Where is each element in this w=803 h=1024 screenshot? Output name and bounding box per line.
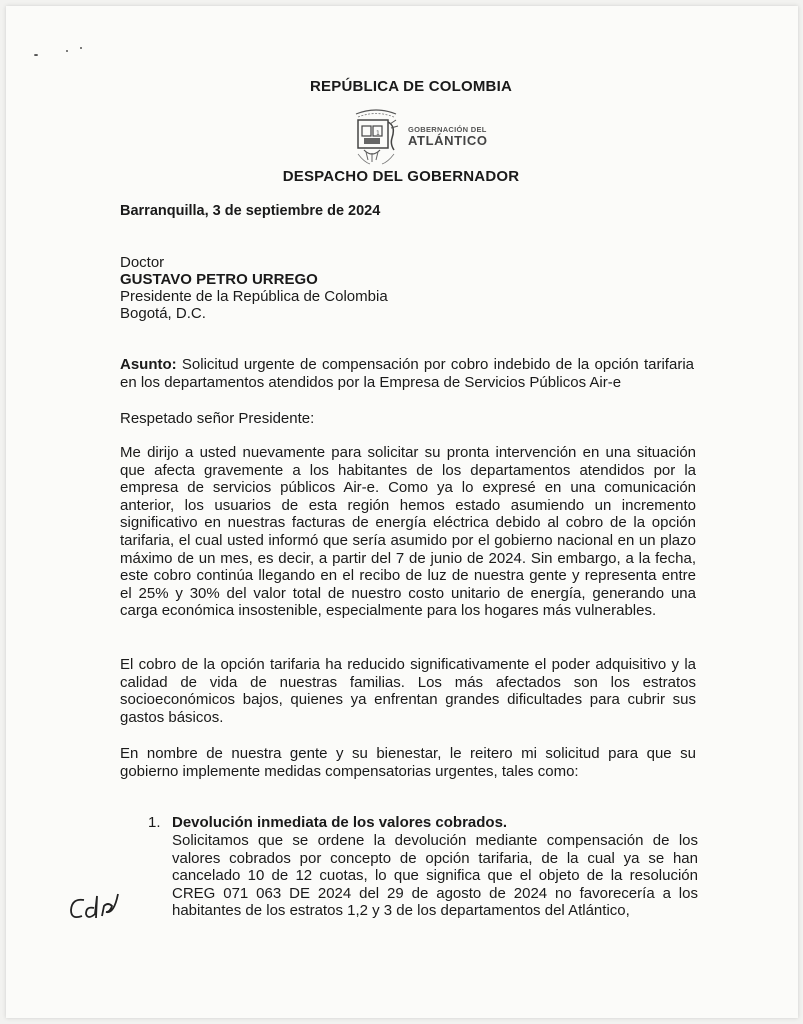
recipient-title: Doctor — [120, 254, 165, 271]
scan-speck — [66, 50, 68, 52]
scan-speck — [34, 54, 38, 56]
recipient-city: Bogotá, D.C. — [120, 305, 206, 322]
subject-text: Solicitud urgente de compensación por cobro indebido de la opción tarifaria en los departamentos atendidos por la Empresa de Servicios Públicos Air-e — [120, 356, 694, 391]
recipient-name: GUSTAVO PETRO URREGO — [120, 271, 318, 288]
date-line: Barranquilla, 3 de septiembre de 2024 — [120, 203, 381, 219]
handwritten-initials — [66, 886, 126, 926]
republic-heading: REPÚBLICA DE COLOMBIA — [310, 78, 512, 95]
logo-text-top: GOBERNACIÓN DEL — [408, 124, 487, 134]
body-paragraph-1: Me dirijo a usted nuevamente para solicitar su pronta intervención en una situación que afecta gravemente a los habitantes de los departamentos atendidos por la empresa de servicios públicos Air-e. Como ya lo expresé en una comunicación anterior, los usuarios de esta región hemos estado asumiendo un incremento significativo en nuestras facturas de energía eléctrica debido al cobro de la opción tarifaria, el cual usted informó que sería asumido por el gobierno nacional en un plazo máximo de un mes, es decir, a partir del 7 de junio de 2024. Sin embargo, a la fecha, este cobro continúa llegando en el recibo de luz de nuestra gente y representa entre el 25% y 30% del valor total de nuestro costo unitario de energía, generando una carga económica insostenible, especialmente para los hogares más vulnerables. — [120, 444, 696, 620]
list-item-title: Devolución inmediata de los valores cobrados. — [172, 814, 508, 831]
svg-text:1: 1 — [376, 130, 380, 137]
body-paragraph-3: En nombre de nuestra gente y su bienestar, le reitero mi solicitud para que su gobierno implemente medidas compensatorias urgentes, tales como: — [120, 745, 696, 780]
list-item-number: 1. — [148, 814, 161, 831]
logo-text-bottom: ATLÁNTICO — [408, 132, 488, 148]
subject-line — [120, 356, 694, 391]
recipient-block — [120, 254, 388, 322]
subject-label: Asunto: — [120, 356, 177, 373]
government-logo — [350, 104, 488, 168]
coat-of-arms-icon — [350, 104, 402, 168]
salutation: Respetado señor Presidente: — [120, 410, 315, 427]
list-item-text: Solicitamos que se ordene la devolución mediante compensación de los valores cobrados por concepto de opción tarifaria, de la cual ya se han cancelado 10 de 12 cuotas, lo que significa que el objeto de la resolución CREG 071 063 DE 2024 del 29 de agosto de 2024 no favorecería a los habitantes de los estratos 1,2 y 3 de los departamentos del Atlántico, — [172, 832, 698, 920]
office-heading: DESPACHO DEL GOBERNADOR — [282, 168, 520, 185]
scan-speck — [80, 47, 82, 49]
body-paragraph-2: El cobro de la opción tarifaria ha reducido significativamente el poder adquisitivo y la calidad de vida de nuestras familias. Los más afectados son los estratos socioeconómicos bajos, quienes ya enfrentan grandes dificultades para cubrir sus gastos básicos. — [120, 656, 696, 726]
recipient-position: Presidente de la República de Colombia — [120, 288, 388, 305]
letter-page — [6, 6, 798, 1018]
